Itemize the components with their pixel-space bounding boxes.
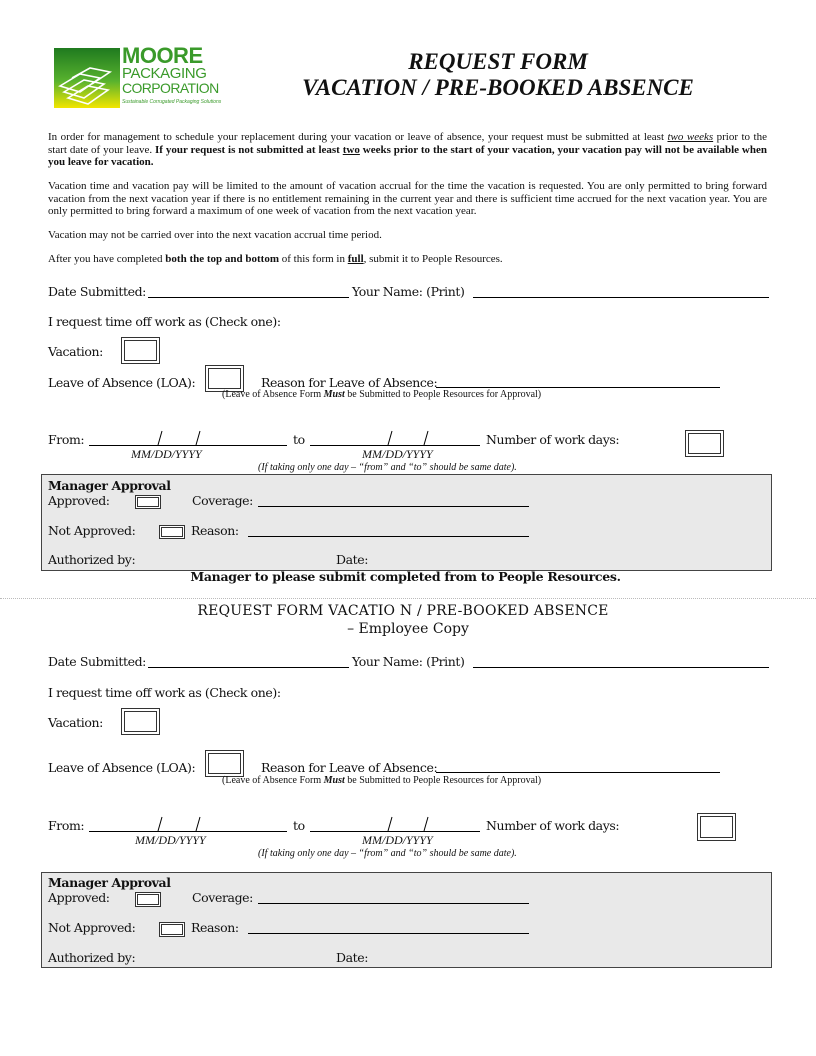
manager-approval-heading: Manager Approval bbox=[48, 478, 171, 493]
request-time-off-label-copy: I request time off work as (Check one): bbox=[48, 685, 281, 700]
manager-approval-heading-copy: Manager Approval bbox=[48, 875, 171, 890]
from-label: From: bbox=[48, 432, 85, 447]
from-label-copy: From: bbox=[48, 818, 85, 833]
authorized-by-label-copy: Authorized by: bbox=[48, 950, 136, 965]
not-approved-checkbox-copy[interactable] bbox=[159, 922, 185, 937]
date-submitted-label: Date Submitted: bbox=[48, 284, 146, 299]
loa-label-copy: Leave of Absence (LOA): bbox=[48, 760, 196, 775]
coverage-label-copy: Coverage: bbox=[192, 890, 253, 905]
number-days-box-copy[interactable] bbox=[697, 813, 736, 841]
from-date-format-copy: MM/DD/YYYY bbox=[135, 833, 206, 847]
loa-checkbox[interactable] bbox=[205, 365, 244, 392]
not-approved-label: Not Approved: bbox=[48, 523, 136, 538]
to-date-format-copy: MM/DD/YYYY bbox=[362, 833, 433, 847]
reason-label: Reason: bbox=[191, 523, 239, 538]
manager-approval-box bbox=[41, 474, 772, 571]
instruction-paragraph-1: In order for management to schedule your replacement during your vacation or leave of absence, your request must be submitted at least two weeks prior to the start date of your leave. If your request is not submitted at least two weeks prior to the start of your vacation, your vacation pay will not be available when you leave for vacation. bbox=[48, 131, 767, 168]
vacation-checkbox-copy[interactable] bbox=[121, 708, 160, 735]
date-submitted-field[interactable] bbox=[148, 297, 349, 298]
reason-loa-label: Reason for Leave of Absence: bbox=[261, 375, 438, 390]
reason-loa-field-copy[interactable] bbox=[436, 772, 720, 773]
date-label: Date: bbox=[336, 552, 369, 567]
date-submitted-label-copy: Date Submitted: bbox=[48, 654, 146, 669]
approved-label-copy: Approved: bbox=[48, 890, 110, 905]
approved-label: Approved: bbox=[48, 493, 110, 508]
from-date-slashes-copy bbox=[152, 816, 212, 832]
to-label: to bbox=[293, 432, 305, 447]
vacation-label: Vacation: bbox=[48, 344, 103, 359]
one-day-note-copy: (If taking only one day – “from” and “to” should be same date). bbox=[258, 848, 517, 859]
to-date-format: MM/DD/YYYY bbox=[362, 447, 433, 461]
one-day-note: (If taking only one day – “from” and “to” should be same date). bbox=[258, 462, 517, 473]
your-name-field[interactable] bbox=[473, 297, 769, 298]
to-date-slashes-copy bbox=[382, 816, 442, 832]
reason-label-copy: Reason: bbox=[191, 920, 239, 935]
not-approved-checkbox[interactable] bbox=[159, 525, 185, 539]
vacation-label-copy: Vacation: bbox=[48, 715, 103, 730]
approved-checkbox[interactable] bbox=[135, 495, 161, 509]
loa-note-copy: (Leave of Absence Form Must be Submitted to People Resources for Approval) bbox=[222, 775, 542, 786]
page-title-line1: REQUEST FORM bbox=[408, 49, 588, 74]
from-date-slashes bbox=[152, 430, 212, 446]
number-days-label-copy: Number of work days: bbox=[486, 818, 620, 833]
coverage-field[interactable] bbox=[258, 506, 529, 507]
date-submitted-field-copy[interactable] bbox=[148, 667, 349, 668]
instruction-paragraph-4: After you have completed both the top and bottom of this form in full, submit it to People Resources. bbox=[48, 253, 503, 265]
number-days-box[interactable] bbox=[685, 430, 724, 457]
reason-loa-field[interactable] bbox=[436, 387, 720, 388]
instruction-paragraph-2: Vacation time and vacation pay will be limited to the amount of vacation accrual for the time the vacation is requested. You are only permitted to bring forward vacation from the next vacation year if there is no entitlement remaining in the current year and there is sufficient time accrued for the next vacation year. You are only permitted to bring forward a maximum of one week of vacation from the next vacation year. bbox=[48, 180, 767, 217]
your-name-field-copy[interactable] bbox=[473, 667, 769, 668]
page-title-line2: VACATION / PRE-BOOKED ABSENCE bbox=[302, 75, 694, 100]
cut-line-divider bbox=[0, 598, 816, 599]
reason-field-copy[interactable] bbox=[248, 933, 529, 934]
your-name-label-copy: Your Name: (Print) bbox=[352, 654, 465, 669]
approved-checkbox-copy[interactable] bbox=[135, 892, 161, 907]
employee-copy-title-line2: – Employee Copy bbox=[347, 621, 469, 637]
number-days-label: Number of work days: bbox=[486, 432, 620, 447]
loa-label: Leave of Absence (LOA): bbox=[48, 375, 196, 390]
logo-text-moore: MOORE bbox=[122, 43, 203, 68]
reason-loa-label-copy: Reason for Leave of Absence: bbox=[261, 760, 438, 775]
date-label-copy: Date: bbox=[336, 950, 369, 965]
loa-note: (Leave of Absence Form Must be Submitted to People Resources for Approval) bbox=[222, 389, 542, 400]
instruction-paragraph-3: Vacation may not be carried over into the next vacation accrual time period. bbox=[48, 229, 382, 241]
authorized-by-label: Authorized by: bbox=[48, 552, 136, 567]
manager-approval-box-copy bbox=[41, 872, 772, 968]
loa-checkbox-copy[interactable] bbox=[205, 750, 244, 777]
to-date-slashes bbox=[382, 430, 442, 446]
your-name-label: Your Name: (Print) bbox=[352, 284, 465, 299]
manager-submit-note: Manager to please submit completed from to People Resources. bbox=[190, 569, 621, 584]
not-approved-label-copy: Not Approved: bbox=[48, 920, 136, 935]
logo-text-corporation: CORPORATION bbox=[122, 80, 219, 96]
employee-copy-title-line1: REQUEST FORM VACATIO N / PRE-BOOKED ABSENCE bbox=[197, 603, 609, 619]
logo-mark-icon bbox=[54, 48, 120, 108]
reason-field[interactable] bbox=[248, 536, 529, 537]
from-date-format: MM/DD/YYYY bbox=[131, 447, 202, 461]
company-logo bbox=[54, 43, 224, 110]
logo-tagline: Sustainable Corrugated Packaging Solutions bbox=[122, 99, 222, 105]
vacation-checkbox[interactable] bbox=[121, 337, 160, 364]
coverage-label: Coverage: bbox=[192, 493, 253, 508]
request-time-off-label: I request time off work as (Check one): bbox=[48, 314, 281, 329]
logo-text-packaging: PACKAGING bbox=[122, 65, 207, 82]
coverage-field-copy[interactable] bbox=[258, 903, 529, 904]
to-label-copy: to bbox=[293, 818, 305, 833]
